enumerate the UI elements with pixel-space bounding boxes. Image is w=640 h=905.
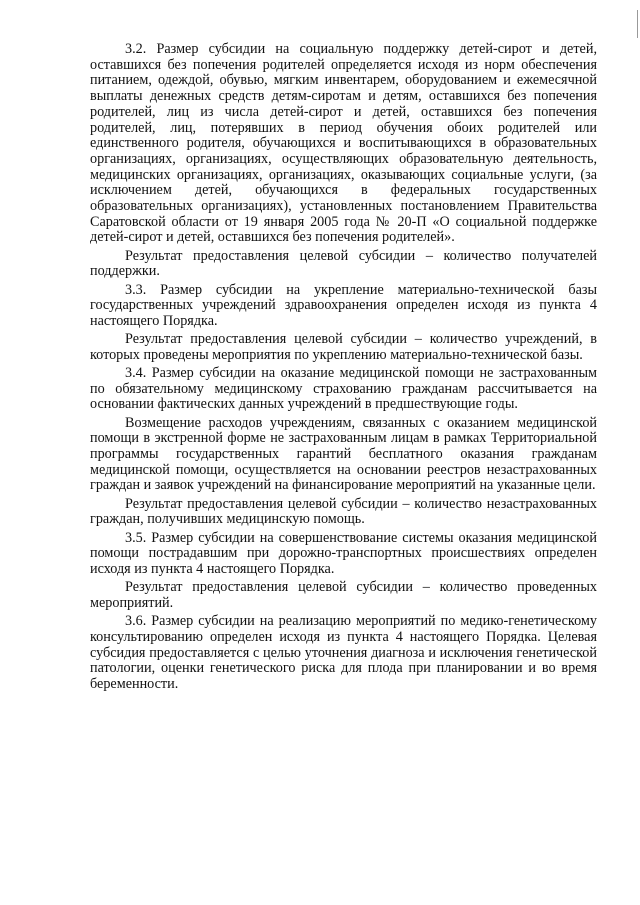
paragraph-3-4: 3.4. Размер субсидии на оказание медицинской помощи не застрахованным по обязательному медицинскому страхованию гражданам рассчитывается на основании фактических данных учреждений в предшествующие годы. <box>90 365 597 413</box>
paragraph-3-5: 3.5. Размер субсидии на совершенствование системы оказания медицинской помощи пострадавшим при дорожно-транспортных происшествиях определен исходя из пункта 4 настоящего Порядка. <box>90 529 597 577</box>
paragraph-3-2: 3.2. Размер субсидии на социальную поддержку детей-сирот и детей, оставшихся без попечения родителей определяется исходя из норм обеспечения питанием, одеждой, обувью, мягким инвентарем, оборудованием и ежемесячной выплаты денежных средств детям-сиротам и детям, оставшихся без попечения родителей, лиц из числа детей-сирот и детей, оставшихся без попечения родителей, лиц, потерявших в период обучения обоих родителей или единственного родителя, обучающихся и воспитывающихся в образовательных организациях, организациях, осуществляющих образовательную деятельность, медицинских организациях, организациях, оказывающих социальные услуги, (за исключением детей, обучающихся в федеральных государственных образовательных организациях), установленных постановлением Правительства Саратовской области от 19 января 2005 года № 20-П «О социальной поддержке детей-сирот и детей, оставшихся без попечения родителей». <box>90 41 597 246</box>
paragraph-3-4-reimbursement: Возмещение расходов учреждениям, связанных с оказанием медицинской помощи в экстренной форме не застрахованным лицам в рамках Территориальной программы государственных гарантий бесплатного оказания гражданам медицинской помощи, осуществляется на основании реестров незастрахованных граждан и заявок учреждений на финансирование мероприятий на указанные цели. <box>90 414 597 494</box>
paragraph-3-4-result: Результат предоставления целевой субсидии – количество незастрахованных граждан, получивших медицинскую помощь. <box>90 495 597 528</box>
document-page <box>90 42 597 695</box>
paragraph-3-3-result: Результат предоставления целевой субсидии – количество учреждений, в которых проведены мероприятия по укреплению материально-технической базы. <box>90 331 597 363</box>
paragraph-3-3: 3.3. Размер субсидии на укрепление материально-технической базы государственных учреждений здравоохранения определен исходя из пункта 4 настоящего Порядка. <box>90 281 597 329</box>
scan-edge-mark <box>637 10 638 38</box>
paragraph-3-6: 3.6. Размер субсидии на реализацию мероприятий по медико-генетическому консультированию определен исходя из пункта 4 настоящего Порядка. Целевая субсидия предоставляется с целью уточнения диагноза и исключения генетической патологии, оценки генетического риска для плода при планировании и во время беременности. <box>90 613 597 692</box>
paragraph-3-5-result: Результат предоставления целевой субсидии – количество проведенных мероприятий. <box>90 579 597 611</box>
paragraph-3-2-result: Результат предоставления целевой субсидии – количество получателей поддержки. <box>90 247 597 280</box>
